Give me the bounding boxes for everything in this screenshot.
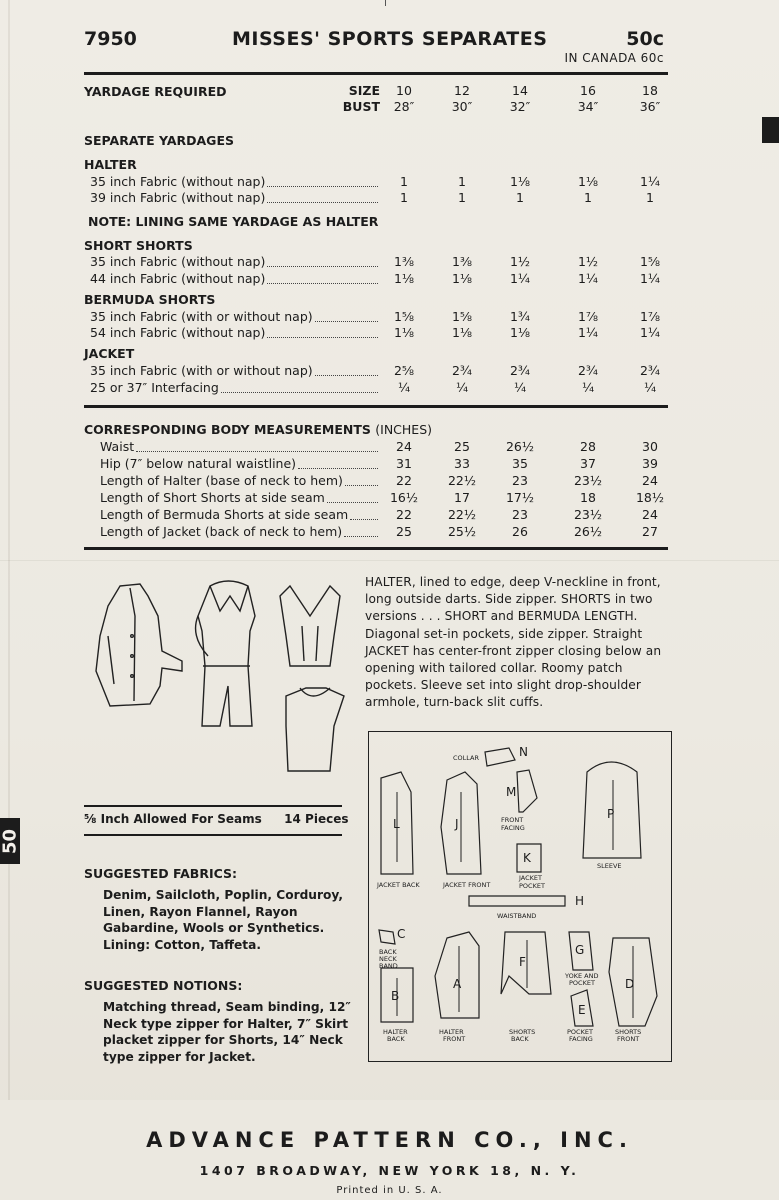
piece-label: FRONT: [617, 1035, 640, 1043]
piece-label: NECK: [379, 955, 397, 963]
piece-collar: [485, 748, 515, 766]
row-value: 16½: [389, 490, 419, 505]
piece-label: SHORTS: [615, 1028, 642, 1036]
piece-label: POCKET: [519, 882, 545, 890]
row-value: 25½: [447, 524, 477, 539]
row-label: Length of Jacket (back of neck to hem): [100, 524, 343, 539]
bust-value: 28″: [393, 99, 415, 114]
garment-illustrations: [90, 576, 350, 786]
piece-label: WAISTBAND: [497, 912, 537, 920]
piece-label: FRONT: [443, 1035, 466, 1043]
piece-label: FACING: [569, 1035, 593, 1043]
row-label: 44 inch Fabric (without nap): [90, 271, 266, 286]
printed-in: Printed in U. S. A.: [336, 1185, 443, 1196]
row-value: 26½: [505, 439, 535, 454]
row-value: 22: [396, 473, 412, 488]
company-name: ADVANCE PATTERN CO., INC.: [146, 1128, 633, 1152]
row-value: 1⅜: [451, 254, 473, 269]
divider: [84, 72, 668, 75]
piece-label: BACK: [379, 948, 397, 956]
piece-label: HALTER: [383, 1028, 408, 1036]
piece-label: BACK: [511, 1035, 529, 1043]
row-value: 1: [400, 190, 408, 205]
piece-letter: H: [575, 894, 585, 908]
piece-halter-front: [435, 932, 479, 1018]
table-row: [90, 254, 670, 270]
row-value: 1⅞: [577, 309, 599, 324]
row-value: 17: [454, 490, 470, 505]
row-value: 23: [512, 507, 528, 522]
piece-label: BACK: [387, 1035, 405, 1043]
piece-letter: F: [519, 955, 526, 969]
row-value: 2⅝: [393, 363, 415, 378]
row-value: 25: [396, 524, 412, 539]
piece-letter: D: [625, 977, 635, 991]
pattern-number: 7950: [84, 28, 137, 50]
row-value: 1⅞: [639, 309, 661, 324]
row-label: 35 inch Fabric (without nap): [90, 174, 266, 189]
yardage-heading: YARDAGE REQUIRED: [84, 84, 227, 99]
row-value: 1⅛: [509, 174, 531, 189]
row-value: 1: [458, 190, 466, 205]
measurements-unit: (INCHES): [375, 422, 433, 437]
bust-value: 36″: [639, 99, 661, 114]
size-value: 14: [512, 83, 528, 98]
row-value: 37: [580, 456, 596, 471]
row-value: 25: [454, 439, 470, 454]
row-value: 1: [400, 174, 408, 189]
row-label: Hip (7″ below natural waistline): [100, 456, 297, 471]
row-label: Length of Bermuda Shorts at side seam: [100, 507, 349, 522]
row-value: 1¼: [577, 271, 599, 286]
piece-label: POCKET: [569, 979, 595, 987]
row-value: 1½: [577, 254, 599, 269]
fold-crease: [8, 0, 10, 1200]
row-value: 22: [396, 507, 412, 522]
row-value: 1⅛: [451, 325, 473, 340]
row-value: 28: [580, 439, 596, 454]
row-value: 1⅛: [451, 271, 473, 286]
piece-label: JACKET: [519, 874, 543, 882]
row-value: 27: [642, 524, 658, 539]
table-row: [90, 271, 670, 287]
row-value: 2¾: [451, 363, 473, 378]
row-value: 33: [454, 456, 470, 471]
row-label: 54 inch Fabric (without nap): [90, 325, 266, 340]
piece-label: JACKET FRONT: [443, 881, 491, 889]
table-row: [90, 309, 670, 325]
fabrics-list: [103, 887, 353, 953]
table-row: [100, 439, 680, 455]
dot-leader: [221, 380, 378, 393]
jacket-sketch: [96, 584, 182, 706]
notions-text: Matching thread, Seam binding, 12″ Neck type zipper for Halter, 7″ Skirt placket zipper for Shorts, 14″ Neck type zipper for Jacket.: [103, 1000, 351, 1064]
piece-back-neck-band: [379, 930, 395, 944]
short-shorts-heading: SHORT SHORTS: [84, 238, 193, 253]
table-row: [90, 363, 670, 379]
row-value: 1⅝: [393, 309, 415, 324]
row-value: ¼: [455, 380, 469, 395]
table-row: [90, 174, 670, 190]
piece-letter: A: [453, 977, 462, 991]
notions-heading: SUGGESTED NOTIONS:: [84, 978, 243, 993]
row-value: 1⅝: [451, 309, 473, 324]
row-value: 1⅛: [393, 271, 415, 286]
piece-label: HALTER: [439, 1028, 464, 1036]
piece-letter: B: [391, 989, 400, 1003]
piece-label: SHORTS: [509, 1028, 536, 1036]
row-value: 1¼: [639, 174, 661, 189]
bust-value: 32″: [509, 99, 531, 114]
row-value: ¼: [397, 380, 411, 395]
row-value: 2¾: [577, 363, 599, 378]
row-value: 24: [642, 473, 658, 488]
divider: [84, 405, 668, 408]
row-value: 1¼: [639, 271, 661, 286]
row-value: 18½: [635, 490, 665, 505]
fabrics-text: Denim, Sailcloth, Poplin, Corduroy, Linen, Rayon Flannel, Rayon Gabardine, Wools or Synthetics.: [103, 888, 343, 935]
piece-label: COLLAR: [453, 754, 480, 762]
piece-letter: E: [578, 1003, 586, 1017]
piece-letter: P: [607, 807, 615, 821]
halter-shorts-sketch: [196, 581, 255, 726]
row-value: 2¾: [509, 363, 531, 378]
piece-label: FACING: [501, 824, 525, 832]
row-value: 1⅛: [509, 325, 531, 340]
size-value: 10: [396, 83, 412, 98]
table-row: [90, 190, 670, 206]
piece-shorts-back: [501, 932, 551, 994]
lining-note: NOTE: LINING SAME YARDAGE AS HALTER: [88, 214, 379, 229]
bust-value: 34″: [577, 99, 599, 114]
piece-letter: K: [523, 851, 531, 865]
piece-letter: N: [519, 745, 528, 759]
piece-count: 14 Pieces: [284, 812, 349, 826]
row-value: 1¼: [639, 325, 661, 340]
table-row: [100, 524, 680, 540]
table-row: [100, 507, 680, 523]
size-value: 16: [580, 83, 596, 98]
row-value: 17½: [505, 490, 535, 505]
row-label: Length of Short Shorts at side seam: [100, 490, 325, 505]
dot-leader: [344, 524, 378, 537]
jacket-heading: JACKET: [84, 346, 135, 361]
tick-mark: [385, 0, 386, 6]
row-label: Length of Halter (base of neck to hem): [100, 473, 343, 488]
row-value: 22½: [447, 473, 477, 488]
row-value: 39: [642, 456, 658, 471]
row-value: 24: [642, 507, 658, 522]
pattern-description: HALTER, lined to edge, deep V-neckline in front, long outside darts. Side zipper. SHORTS in two versions . . . SHORT and BERMUDA LENGTH. Diagonal set-in pockets, side zipper. Straight JACKET has center-front zipper closing below an opening with tailored collar. Roomy patch pockets. Sleeve set into slight drop-shoulder armhole, turn-back slit cuffs.: [365, 575, 662, 710]
row-value: 1⅛: [577, 174, 599, 189]
row-value: 22½: [447, 507, 477, 522]
piece-waistband: [469, 896, 565, 906]
size-value: 18: [642, 83, 658, 98]
row-value: 23½: [573, 507, 603, 522]
measurements-heading: [84, 422, 432, 437]
table-row: [90, 380, 670, 396]
row-value: 1¼: [577, 325, 599, 340]
row-value: 23½: [573, 473, 603, 488]
bermuda-shorts-heading: BERMUDA SHORTS: [84, 292, 216, 307]
fabrics-heading: SUGGESTED FABRICS:: [84, 866, 237, 881]
page-title: MISSES' SPORTS SEPARATES: [232, 28, 548, 50]
piece-letter: J: [455, 817, 459, 831]
dot-leader: [315, 309, 378, 322]
row-label: 35 inch Fabric (with or without nap): [90, 363, 313, 378]
row-value: 1¾: [509, 309, 531, 324]
table-row: [100, 456, 680, 472]
bust-value: 30″: [451, 99, 473, 114]
halter-sketch: [280, 586, 344, 771]
row-value: 18: [580, 490, 596, 505]
divider: [84, 805, 342, 807]
row-value: 35: [512, 456, 528, 471]
row-value: 2¾: [639, 363, 661, 378]
row-value: 26½: [573, 524, 603, 539]
row-value: 1¼: [509, 271, 531, 286]
row-value: ¼: [581, 380, 595, 395]
dot-leader: [327, 490, 378, 503]
row-label: 35 inch Fabric (without nap): [90, 254, 266, 269]
row-value: 31: [396, 456, 412, 471]
row-value: 24: [396, 439, 412, 454]
piece-letter: L: [393, 817, 400, 831]
dot-leader: [350, 507, 378, 520]
edge-mark: [762, 117, 779, 143]
piece-label: POCKET: [567, 1028, 593, 1036]
row-label: 39 inch Fabric (without nap): [90, 190, 266, 205]
piece-letter: G: [575, 943, 585, 957]
row-value: ¼: [643, 380, 657, 395]
dot-leader: [267, 190, 378, 203]
dot-leader: [298, 456, 378, 469]
seam-info: [84, 812, 348, 826]
dot-leader: [136, 439, 378, 452]
piece-label: BAND: [379, 962, 398, 970]
row-value: ¼: [513, 380, 527, 395]
row-value: 1⅜: [393, 254, 415, 269]
row-value: 1⅝: [639, 254, 661, 269]
dot-leader: [267, 254, 378, 267]
pattern-layout-diagram: [368, 731, 672, 1062]
row-value: 1: [646, 190, 654, 205]
lining-text: Lining: Cotton, Taffeta.: [103, 937, 261, 952]
row-value: 23: [512, 473, 528, 488]
row-value: 1: [584, 190, 592, 205]
divider: [84, 547, 668, 550]
separate-yardages-heading: SEPARATE YARDAGES: [84, 133, 234, 148]
piece-label: JACKET BACK: [377, 881, 420, 889]
row-value: 1: [516, 190, 524, 205]
row-value: 26: [512, 524, 528, 539]
header: [84, 28, 668, 72]
bust-label: BUST: [342, 99, 380, 114]
piece-label: SLEEVE: [597, 862, 622, 870]
piece-label: YOKE AND: [565, 972, 599, 980]
row-label: 35 inch Fabric (with or without nap): [90, 309, 313, 324]
table-row: [100, 490, 680, 506]
row-label: 25 or 37″ Interfacing: [90, 380, 219, 395]
row-value: 1: [458, 174, 466, 189]
fold-crease: [0, 560, 779, 561]
dot-leader: [267, 271, 378, 284]
price: 50c: [626, 28, 664, 50]
seam-allowance: ⅝ Inch Allowed For Seams: [84, 812, 262, 826]
side-tab: 50: [0, 818, 20, 864]
dot-leader: [315, 363, 378, 376]
size-value: 12: [454, 83, 470, 98]
halter-heading: HALTER: [84, 157, 137, 172]
piece-front-facing: [517, 770, 537, 812]
dot-leader: [345, 473, 378, 486]
table-row: [90, 325, 670, 341]
dot-leader: [267, 174, 378, 187]
divider: [84, 834, 342, 836]
row-value: 30: [642, 439, 658, 454]
table-row: [100, 473, 680, 489]
canada-price: IN CANADA 60c: [564, 51, 664, 65]
measurements-title: CORRESPONDING BODY MEASUREMENTS: [84, 422, 371, 437]
size-label: SIZE: [348, 83, 380, 98]
dot-leader: [267, 325, 378, 338]
piece-letter: M: [506, 785, 517, 799]
piece-letter: C: [397, 927, 406, 941]
piece-label: FRONT: [501, 816, 524, 824]
row-value: 1⅛: [393, 325, 415, 340]
row-label: Waist: [100, 439, 135, 454]
company-address: 1407 BROADWAY, NEW YORK 18, N. Y.: [199, 1163, 580, 1178]
row-value: 1½: [509, 254, 531, 269]
